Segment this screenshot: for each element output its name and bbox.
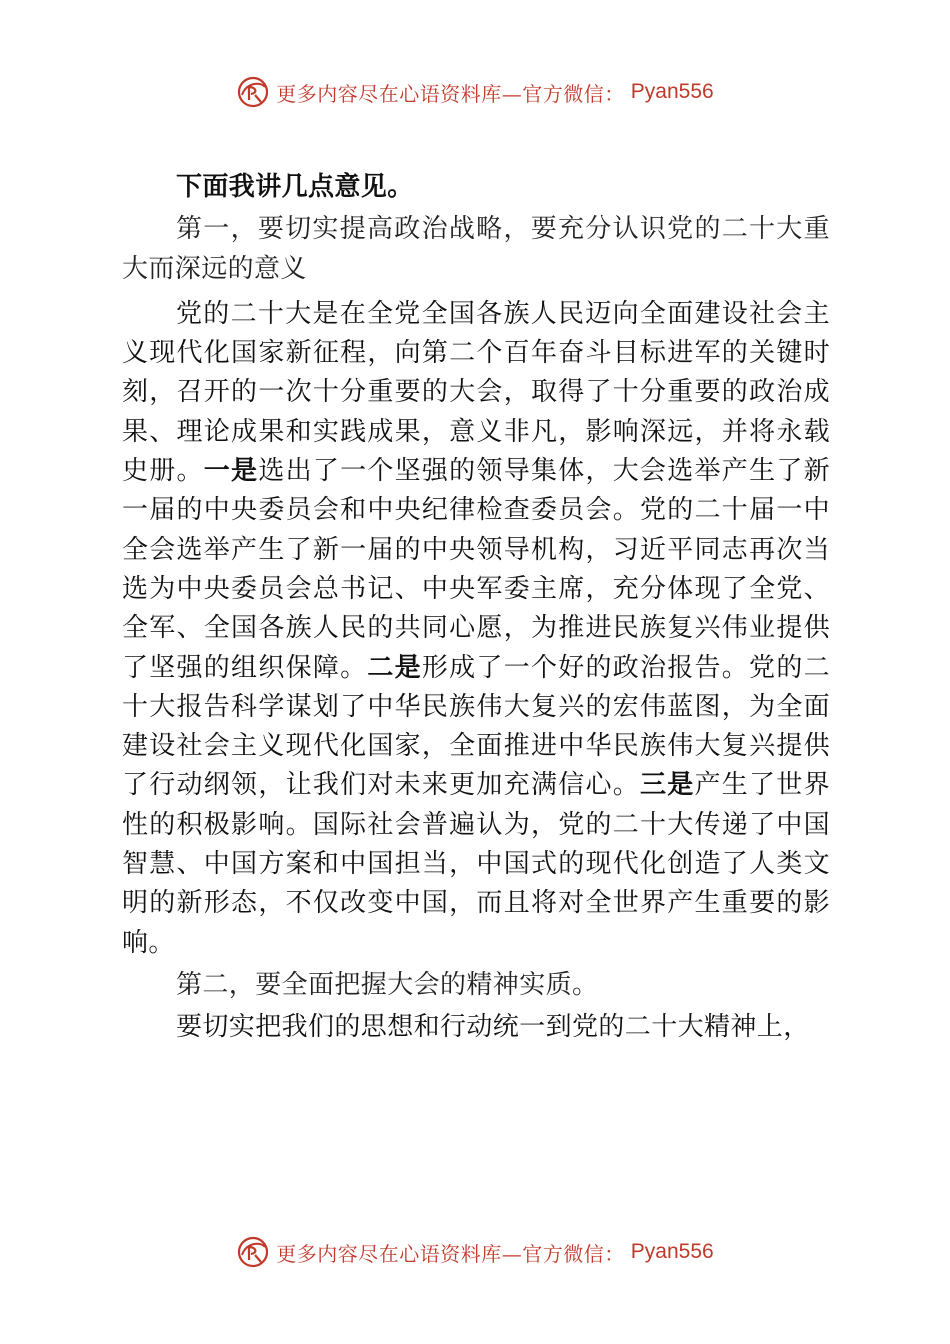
point-two-label: 二是 [367, 652, 422, 683]
brand-logo-icon [236, 75, 270, 109]
point-three-label: 三是 [640, 770, 695, 801]
section-one-heading: 第一，要切实提高政治战略，要充分认识党的二十大重大而深远的意义 [122, 214, 830, 284]
para-text: 形成了一个好的政治报告。党的二十大报告科学谋划了中华民族伟大复兴的宏伟蓝图，为全面建设社会主义现代化国家，全面推进中华民族伟大复兴提供了行动纲领，让我们对未来更加充满信心。 [122, 652, 830, 801]
footer-wechat-id: Pyan556 [630, 1240, 714, 1263]
section-two-heading: 第二，要全面把握大会的精神实质。 [176, 969, 599, 1000]
footer-watermark-text: 更多内容尽在心语资料库—官方微信： [276, 1241, 625, 1266]
para-text: 产生了世界性的积极影响。国际社会普遍认为，党的二十大传递了中国智慧、中国方案和中国担当，中国式的现代化创造了人类文明的新形态，不仅改变中国，而且将对全世界产生重要的影响。 [122, 770, 830, 958]
point-one-label: 一是 [203, 456, 259, 487]
intro-paragraph: 下面我讲几点意见。 [176, 172, 414, 202]
header-wechat-id: Pyan556 [630, 80, 714, 103]
brand-logo-icon [236, 1235, 270, 1269]
header-watermark-text: 更多内容尽在心语资料库—官方微信： [276, 81, 625, 106]
header-watermark [0, 70, 950, 114]
footer-watermark [0, 1230, 950, 1274]
section-two-paragraph: 要切实把我们的思想和行动统一到党的二十大精神上， [176, 1012, 810, 1043]
para-text: 党的二十大是在全党全国各族人民迈向全面建设社会主义现代化国家新征程，向第二个百年奋斗目标进军的关键时刻，召开的一次十分重要的大会，取得了十分重要的政治成果、理论成果和实践成果，意义非凡，影响深远，并将永载史册。 [122, 298, 830, 487]
section-one-paragraph [122, 295, 830, 963]
para-text: 选出了一个坚强的领导集体，大会选举产生了新一届的中央委员会和中央纪律检查委员会。党的二十届一中全会选举产生了新一届的中央领导机构，习近平同志再次当选为中央委员会总书记、中央军委主席，充分体现了全党、全军、全国各族人民的共同心愿，为推进民族复兴伟业提供了坚强的组织保障。 [122, 456, 830, 683]
document-body [122, 168, 830, 1048]
